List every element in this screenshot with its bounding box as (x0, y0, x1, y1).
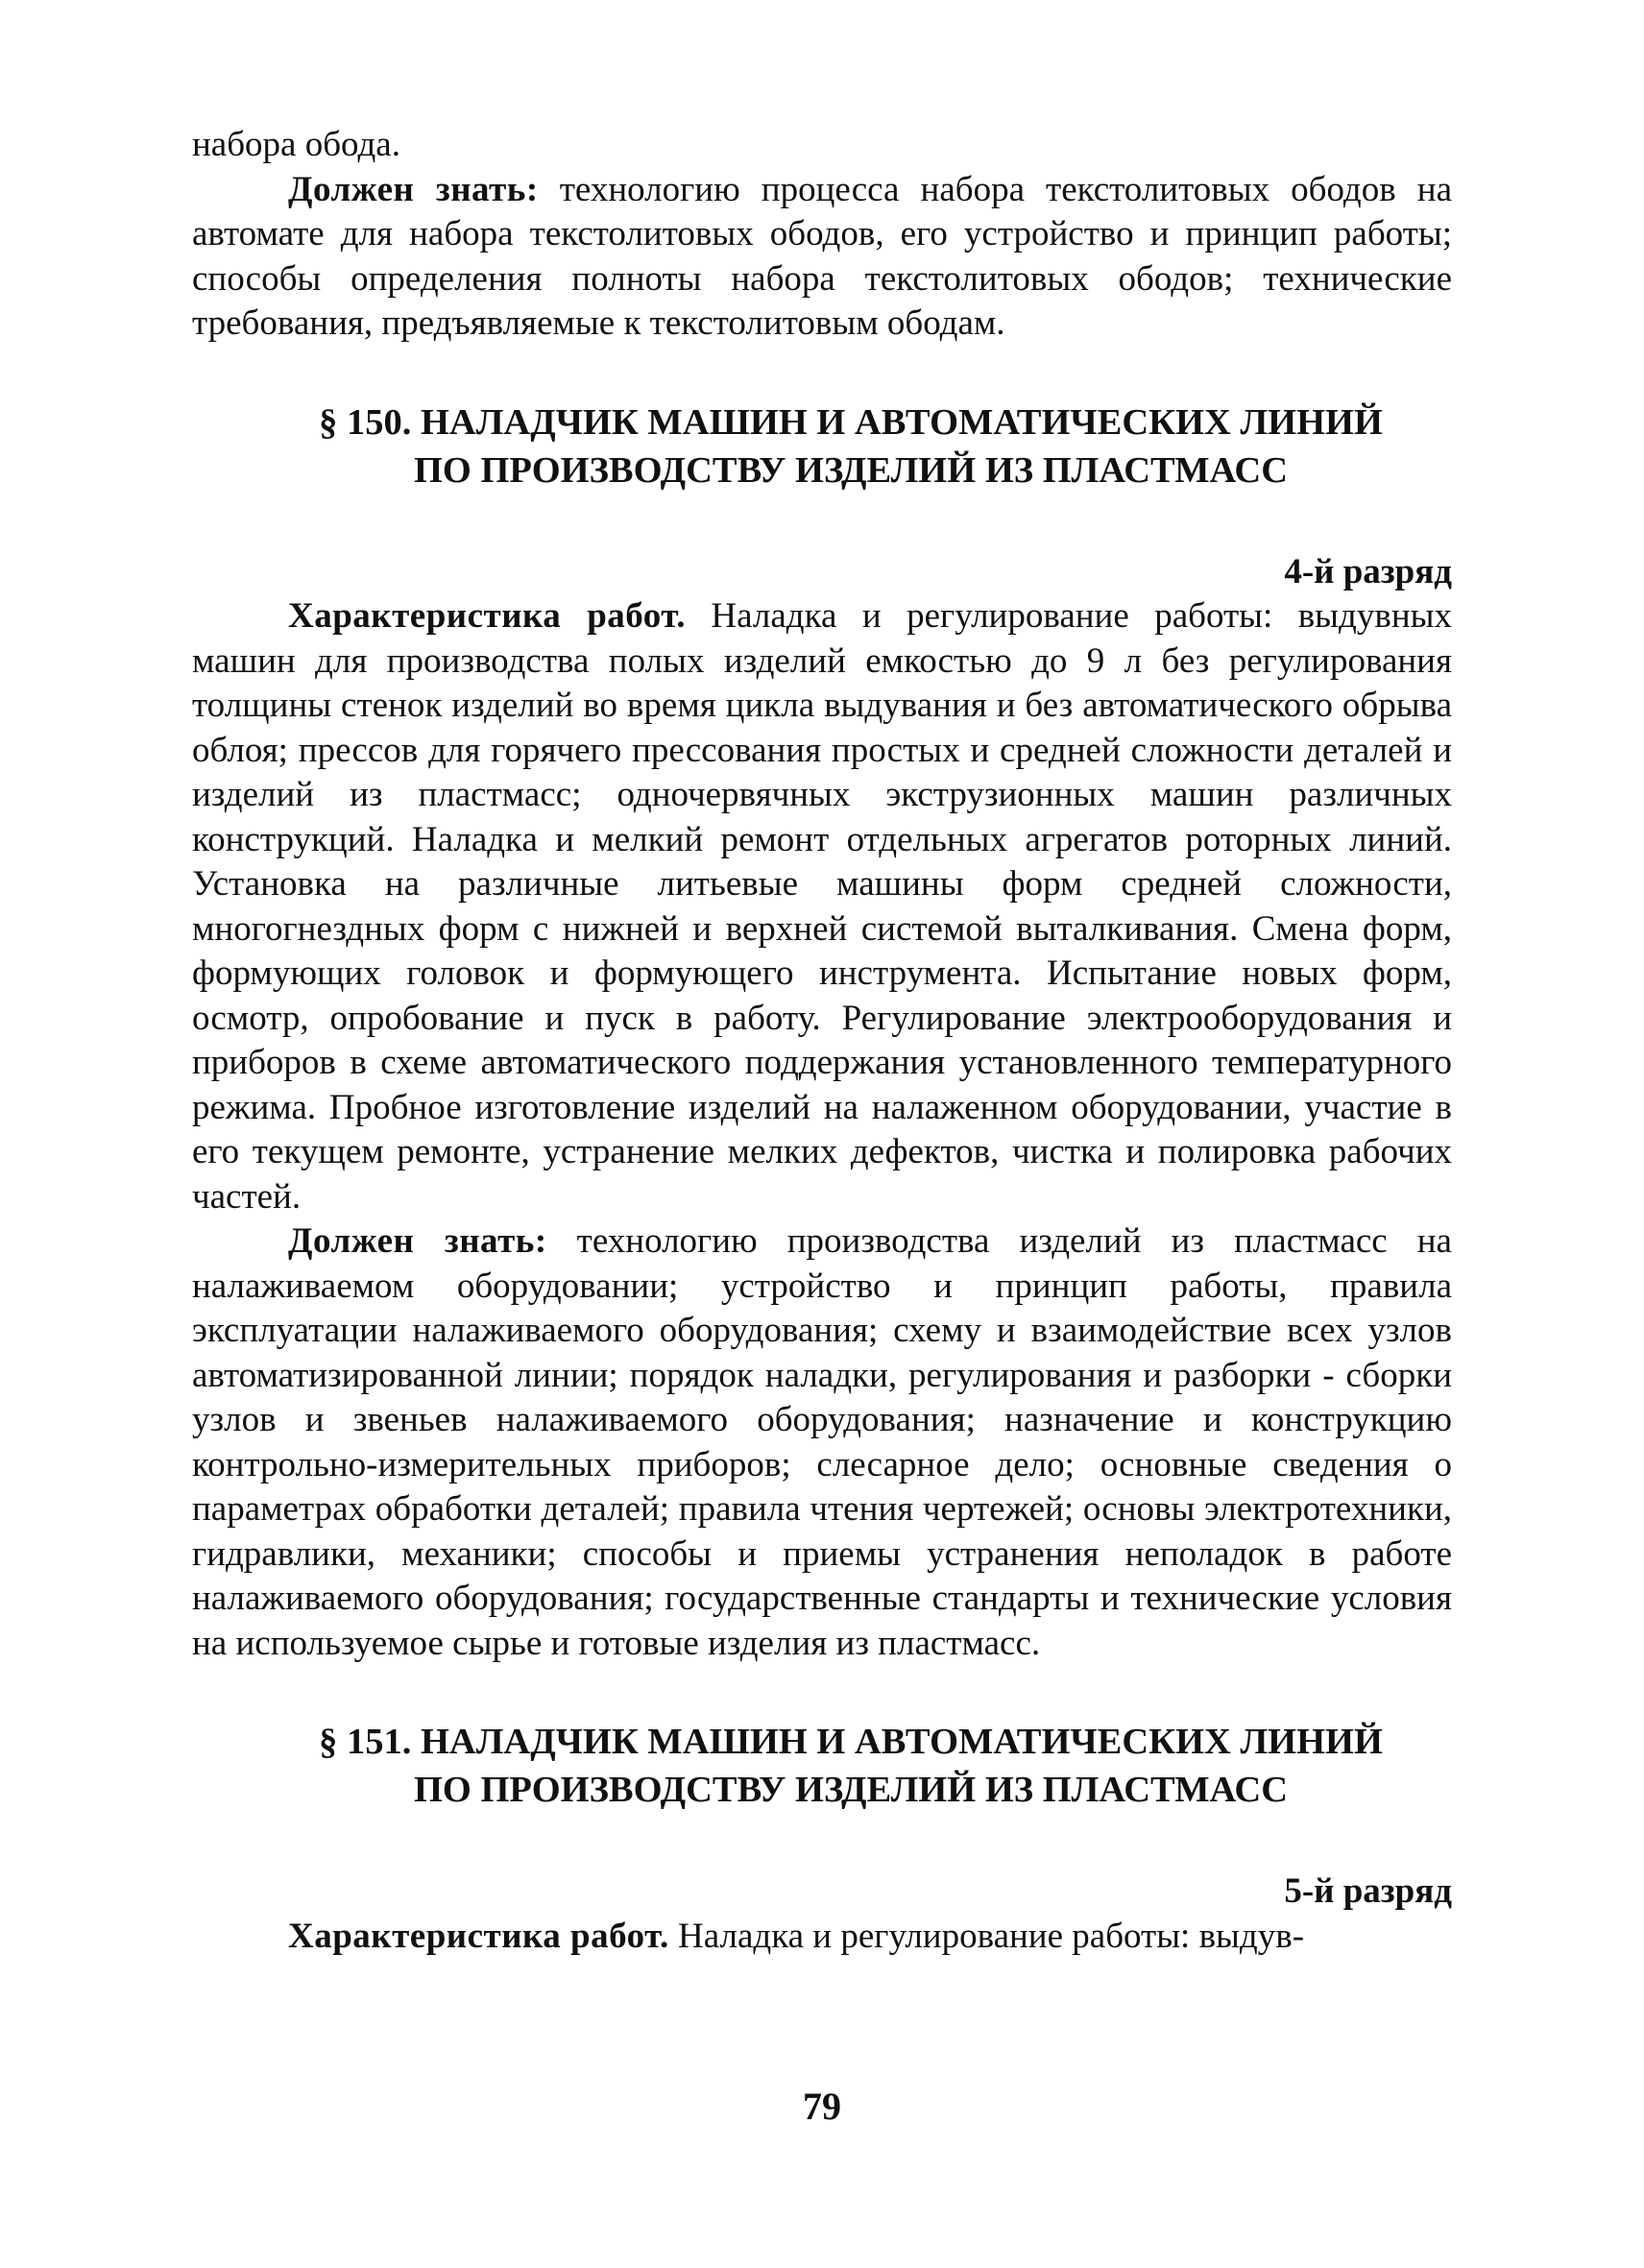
section-151-characteristics (192, 1915, 1452, 1960)
section-151-grade: 5-й разряд (1284, 1871, 1452, 1911)
page-number: 79 (803, 2085, 841, 2128)
section-150-title (192, 398, 1452, 495)
section-150-grade: 4-й разряд (1284, 551, 1452, 591)
section-151-title-line1: § 151. НАЛАДЧИК МАШИН И АВТОМАТИЧЕСКИХ ЛИНИЙ (319, 1722, 1383, 1762)
characteristics-lead: Характеристика работ. (288, 1916, 669, 1956)
know-text: технологию процесса набора текстолитовых ободов на автомате для набора текстолитовых ободов, его устройство и принцип работы; способы определения полноты набора текстолитовых ободов; технические требования, предъявляемые к текстолитовым ободам. (192, 169, 1452, 343)
know-lead: Должен знать: (288, 1221, 547, 1261)
characteristics-text: Наладка и регулирование работы: выдувных машин для производства полых изделий емкостью до 9 л без регулирования толщины стенок изделий во время цикла выдувания и без автоматического обрыва облоя; прессов для горячего прессования простых и средней сложности деталей и изделий из пластмасс; одночервячных экструзионных машин различных конструкций. Наладка и мелкий ремонт отдельных агрегатов роторных линий. Установка на различные литьевые машины форм средней сложности, многогнездных форм с нижней и верхней системой выталкивания. Смена форм, формующих головок и формующего инструмента. Испытание новых форм, осмотр, опробование и пуск в работу. Регулирование электрооборудования и приборов в схеме автоматического поддержания установленного температурного режима. Пробное изготовление изделий на налаженном оборудовании, участие в его текущем ремонте, устранение мелких дефектов, чистка и полировка рабочих частей. (192, 596, 1452, 1217)
continuation-text: набора обода. (192, 125, 400, 164)
characteristics-text: Наладка и регулирование работы: выдув- (668, 1916, 1305, 1956)
characteristics-lead: Характеристика работ. (288, 596, 686, 636)
section-150-title-line2: ПО ПРОИЗВОДСТВУ ИЗДЕЛИЙ ИЗ ПЛАСТМАСС (413, 449, 1289, 491)
know-text: технологию производства изделий из пластмасс на налаживаемом оборудовании; устройство и принцип работы, правила эксплуатации налаживаемого оборудования; схему и взаимодействие всех узлов автоматизированной линии; порядок наладки, регулирования и разборки - сборки узлов и звеньев налаживаемого оборудования; назначение и конструкцию контрольно-измерительных приборов; слесарное дело; основные сведения о параметрах обработки деталей; правила чтения чертежей; основы электротехники, гидравлики, механики; способы и приемы устранения неполадок в работе налаживаемого оборудования; государственные стандарты и технические условия на используемое сырье и готовые изделия из пластмасс. (192, 1221, 1452, 1663)
page-body (192, 123, 1452, 1959)
section-151-title-line2: ПО ПРОИЗВОДСТВУ ИЗДЕЛИЙ ИЗ ПЛАСТМАСС (413, 1770, 1289, 1810)
know-paragraph-prev (192, 168, 1452, 347)
section-150-title-line1: § 150. НАЛАДЧИК МАШИН И АВТОМАТИЧЕСКИХ ЛИНИЙ (319, 401, 1383, 443)
know-lead: Должен знать: (288, 169, 539, 209)
section-151-title (192, 1718, 1452, 1814)
section-150-characteristics (192, 594, 1452, 1219)
section-150-knowledge (192, 1219, 1452, 1666)
